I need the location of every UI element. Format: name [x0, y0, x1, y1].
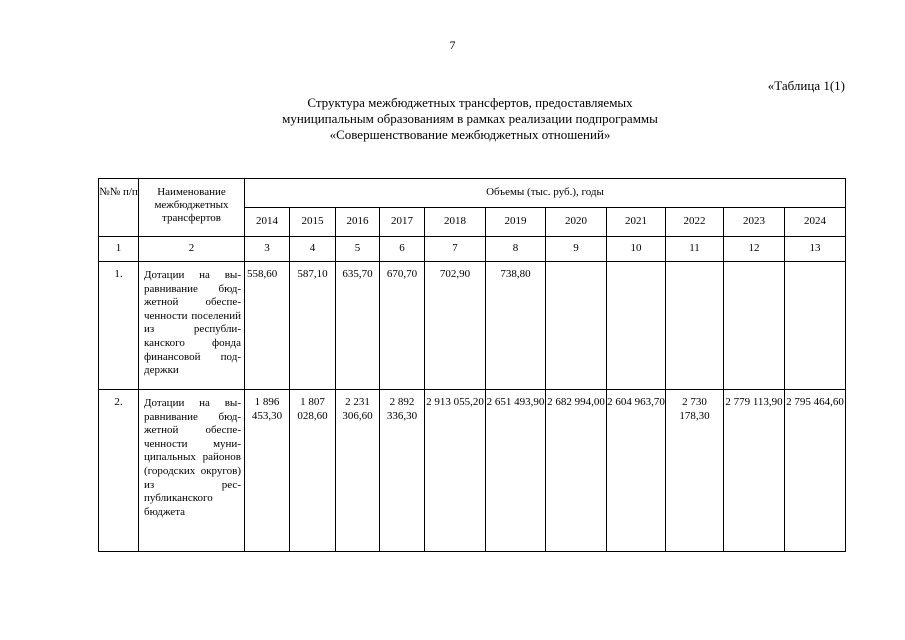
value-cell: 2 651 493,90 — [486, 390, 546, 552]
header-row-top — [99, 179, 846, 208]
value-cell: 2 892 336,30 — [380, 390, 425, 552]
table-reference: «Таблица 1(1) — [767, 78, 845, 93]
value-cell: 558,60 — [245, 262, 290, 390]
value-cell — [724, 262, 785, 390]
value-cell: 670,70 — [380, 262, 425, 390]
column-number: 13 — [785, 237, 846, 262]
column-number: 1 — [99, 237, 139, 262]
year-header: 2014 — [245, 208, 290, 237]
year-header: 2020 — [546, 208, 607, 237]
table-row — [99, 390, 846, 552]
value-cell: 635,70 — [336, 262, 380, 390]
column-number: 4 — [290, 237, 336, 262]
year-header: 2019 — [486, 208, 546, 237]
value-cell — [666, 262, 724, 390]
header-num-text: №№ п/п — [99, 186, 138, 198]
value-cell: 2 231 306,60 — [336, 390, 380, 552]
year-header: 2016 — [336, 208, 380, 237]
value-cell — [607, 262, 666, 390]
column-number: 2 — [139, 237, 245, 262]
page-number: 7 — [449, 38, 456, 52]
header-num — [99, 179, 139, 237]
value-cell: 2 779 113,90 — [724, 390, 785, 552]
value-cell: 1 807 028,60 — [290, 390, 336, 552]
header-name — [139, 179, 245, 237]
header-name-text: Наименование межбюджетных трансфертов — [154, 186, 229, 224]
value-cell: 2 795 464,60 — [785, 390, 846, 552]
header-volumes: Объемы (тыс. руб.), годы — [245, 179, 846, 208]
transfer-name: Дотации на выравнивание бюджетной обеспеченности поселений из республиканского фонда финансовой поддержки — [139, 262, 245, 390]
year-header: 2022 — [666, 208, 724, 237]
year-header: 2024 — [785, 208, 846, 237]
column-number: 5 — [336, 237, 380, 262]
column-number: 11 — [666, 237, 724, 262]
title-line: муниципальным образованиям в рамках реализации подпрограммы — [282, 111, 658, 126]
value-cell: 702,90 — [425, 262, 486, 390]
value-cell: 587,10 — [290, 262, 336, 390]
row-number: 1. — [99, 262, 139, 390]
document-title — [200, 95, 740, 143]
year-header: 2015 — [290, 208, 336, 237]
column-number: 12 — [724, 237, 785, 262]
title-line: Структура межбюджетных трансфертов, предоставляемых — [307, 95, 633, 110]
year-header: 2021 — [607, 208, 666, 237]
column-number: 7 — [425, 237, 486, 262]
value-cell: 2 604 963,70 — [607, 390, 666, 552]
column-number: 8 — [486, 237, 546, 262]
column-number: 6 — [380, 237, 425, 262]
value-cell: 2 682 994,00 — [546, 390, 607, 552]
column-number-row — [99, 237, 846, 262]
value-cell: 1 896 453,30 — [245, 390, 290, 552]
value-cell — [546, 262, 607, 390]
value-cell — [785, 262, 846, 390]
year-header: 2017 — [380, 208, 425, 237]
column-number: 3 — [245, 237, 290, 262]
year-header: 2018 — [425, 208, 486, 237]
title-line: «Совершенствование межбюджетных отношений» — [329, 127, 611, 142]
value-cell: 2 730 178,30 — [666, 390, 724, 552]
transfer-name: Дотации на выравнивание бюджетной обеспеченности муниципальных районов (городских округов) из республиканского бюджета — [139, 390, 245, 552]
row-number: 2. — [99, 390, 139, 552]
column-number: 10 — [607, 237, 666, 262]
column-number: 9 — [546, 237, 607, 262]
transfers-table — [98, 178, 846, 552]
year-header: 2023 — [724, 208, 785, 237]
value-cell: 2 913 055,20 — [425, 390, 486, 552]
value-cell: 738,80 — [486, 262, 546, 390]
table-row — [99, 262, 846, 390]
